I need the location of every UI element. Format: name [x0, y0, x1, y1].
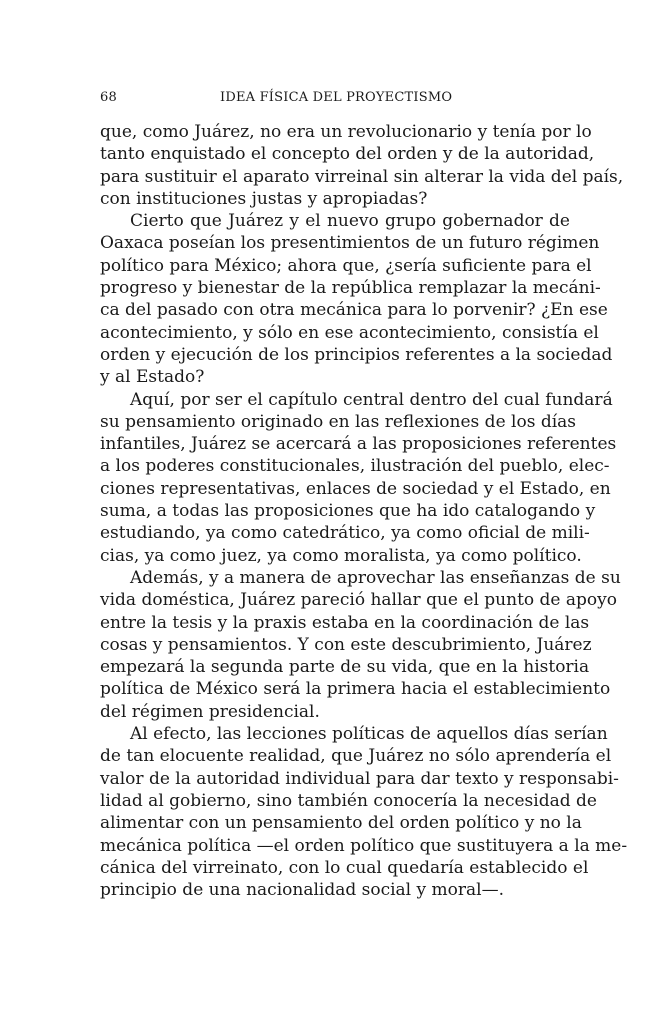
text-line: infantiles, Juárez se acercará a las proposiciones referentes [100, 434, 617, 455]
text-line: cosas y pensamientos. Y con este descubrimiento, Juárez [100, 634, 592, 655]
text-line: vida doméstica, Juárez pareció hallar que el punto de apoyo [100, 590, 617, 611]
text-line: político para México; ahora que, ¿sería suficiente para el [100, 255, 592, 276]
text-line: ca del pasado con otra mecánica para lo porvenir? ¿En ese [100, 300, 608, 321]
text-line: alimentar con un pensamiento del orden político y no la [100, 813, 582, 834]
body-text [100, 121, 628, 901]
running-title: IDEA FÍSICA DEL PROYECTISMO [220, 90, 453, 105]
text-line: estudiando, ya como catedrático, ya como oficial de mili- [100, 523, 590, 544]
text-line: Además, y a manera de aprovechar las enseñanzas de su [130, 567, 621, 588]
text-line: lidad al gobierno, sino también conocería la necesidad de [100, 790, 597, 811]
text-line: a los poderes constitucionales, ilustración del pueblo, elec- [100, 456, 610, 477]
text-line: cias, ya como juez, ya como moralista, ya como político. [100, 545, 582, 566]
text-line: su pensamiento originado en las reflexiones de los días [100, 411, 577, 432]
text-line: progreso y bienestar de la república remplazar la mecáni- [100, 278, 601, 299]
text-line: cánica del virreinato, con lo cual quedaría establecido el [100, 857, 589, 878]
text-line: tanto enquistado el concepto del orden y de la autoridad, [100, 144, 595, 165]
text-line: entre la tesis y la praxis estaba en la coordinación de las [100, 612, 590, 633]
text-line: y al Estado? [100, 367, 205, 388]
text-line: mecánica política —el orden político que sustituyera a la me- [100, 835, 628, 856]
text-line: acontecimiento, y sólo en ese acontecimiento, consistía el [100, 322, 599, 343]
text-line: suma, a todas las proposiciones que ha ido catalogando y [100, 501, 596, 522]
text-line: del régimen presidencial. [100, 701, 320, 722]
text-line: de tan elocuente realidad, que Juárez no sólo aprendería el [100, 746, 612, 767]
text-line: Al efecto, las lecciones políticas de aquellos días serían [130, 724, 608, 745]
text-line: para sustituir el aparato virreinal sin alterar la vida del país, [100, 166, 624, 187]
text-line: Oaxaca poseían los presentimientos de un futuro régimen [100, 233, 600, 254]
text-line: con instituciones justas y apropiadas? [100, 188, 428, 209]
running-head [100, 90, 570, 110]
paragraph [100, 567, 621, 723]
text-line: Aquí, por ser el capítulo central dentro del cual fundará [130, 389, 613, 410]
text-line: Cierto que Juárez y el nuevo grupo gobernador de [130, 211, 570, 232]
paragraph [100, 121, 624, 210]
text-line: empezará la segunda parte de su vida, que en la historia [100, 657, 590, 678]
text-line: que, como Juárez, no era un revolucionario y tenía por lo [100, 122, 592, 142]
paragraph [100, 723, 628, 901]
paragraph [100, 210, 613, 388]
paragraph [100, 389, 617, 567]
text-line: principio de una nacionalidad social y moral—. [100, 880, 504, 901]
text-line: valor de la autoridad individual para dar texto y responsabi- [100, 768, 619, 789]
text-line: ciones representativas, enlaces de sociedad y el Estado, en [100, 478, 611, 499]
text-line: política de México será la primera hacia el establecimiento [100, 679, 611, 700]
text-line: orden y ejecución de los principios referentes a la sociedad [100, 344, 613, 365]
page-number: 68 [100, 90, 117, 105]
